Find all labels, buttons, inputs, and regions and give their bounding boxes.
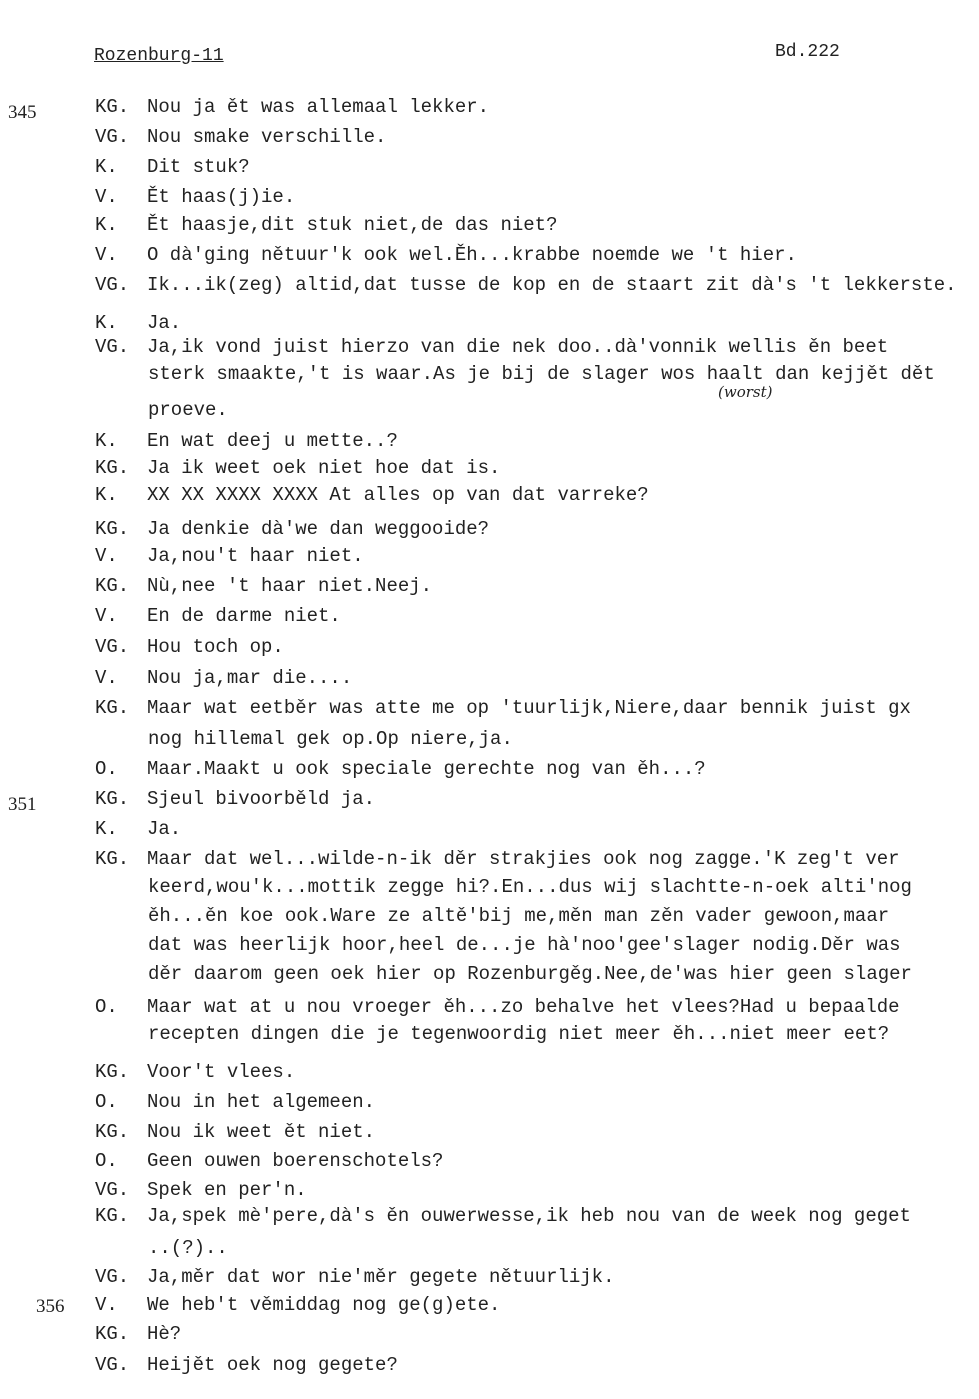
- transcript-line: [95, 457, 500, 479]
- line-text: Ik...ik(zeg) altid,dat tusse de kop en de staart zit dà's 't lekkerste.: [147, 274, 957, 296]
- transcript-line: [95, 667, 352, 689]
- line-text: Ja ik weet oek niet hoe dat is.: [147, 457, 501, 479]
- transcript-line: [148, 876, 912, 898]
- speaker-label: KG.: [95, 575, 130, 597]
- line-number: 351: [8, 794, 37, 815]
- transcript-line: [95, 1179, 307, 1201]
- line-text: sterk smaakte,'t is waar.As je bij de slager wos haalt dan kejjět dět: [148, 363, 935, 385]
- transcript-line: [95, 244, 797, 266]
- line-text: Hou toch op.: [147, 636, 284, 658]
- transcript-line: [95, 1061, 295, 1083]
- transcript-line: [95, 996, 900, 1018]
- transcript-line: [95, 1091, 375, 1113]
- line-text: Nou smake verschille.: [147, 126, 387, 148]
- transcript-line: [95, 697, 911, 719]
- transcript-line: [95, 545, 364, 567]
- transcript-line: [148, 728, 513, 750]
- speaker-label: K.: [95, 214, 118, 236]
- transcript-line: [95, 430, 398, 452]
- line-number: 345: [8, 102, 37, 123]
- line-text: Geen ouwen boerenschotels?: [147, 1150, 444, 1172]
- transcript-line: [95, 214, 557, 236]
- line-text: proeve.: [148, 399, 228, 421]
- line-text: Dit stuk?: [147, 156, 250, 178]
- transcript-line: [95, 1121, 375, 1143]
- document-code: Bd.222: [775, 42, 840, 62]
- speaker-label: V.: [95, 605, 118, 627]
- speaker-label: KG.: [95, 1121, 130, 1143]
- transcript-line: [95, 126, 386, 148]
- line-text: Ja denkie dà'we dan weggooide?: [147, 518, 490, 540]
- line-text: Ja,spek mè'pere,dà's ěn ouwerwesse,ik heb nou van de week nog geget: [147, 1205, 911, 1227]
- transcript-line: [95, 1150, 443, 1172]
- line-text: recepten dingen die je tegenwoordig niet meer ěh...niet meer eet?: [148, 1023, 890, 1045]
- line-text: Ja,ik vond juist hierzo van die nek doo..dà'vonnik wellis ěn beet: [147, 336, 889, 358]
- line-text: Spek en per'n.: [147, 1179, 307, 1201]
- transcript-line: [95, 575, 432, 597]
- speaker-label: KG.: [95, 697, 130, 719]
- speaker-label: VG.: [95, 336, 130, 358]
- line-text: Ja.: [147, 818, 182, 840]
- line-text: Maar.Maakt u ook speciale gerechte nog van ěh...?: [147, 758, 706, 780]
- transcript-line: [95, 758, 706, 780]
- speaker-label: V.: [95, 545, 118, 567]
- speaker-label: KG.: [95, 1323, 130, 1345]
- document-title: Rozenburg-11: [94, 46, 224, 66]
- speaker-label: O.: [95, 758, 118, 780]
- transcript-line: [95, 1354, 398, 1376]
- speaker-label: K.: [95, 430, 118, 452]
- line-text: Nou ja,mar die....: [147, 667, 353, 689]
- line-text: Ja,měr dat wor nie'měr gegete nětuurlijk.: [147, 1266, 615, 1288]
- transcript-line: [148, 363, 935, 385]
- line-text: Maar dat wel...wilde-n-ik děr strakjies ook nog zagge.'K zeg't ver: [147, 848, 900, 870]
- speaker-label: V.: [95, 667, 118, 689]
- speaker-label: VG.: [95, 1179, 130, 1201]
- speaker-label: KG.: [95, 848, 130, 870]
- handwritten-annotation: (worst): [718, 383, 773, 401]
- line-text: Nou ik weet ět niet.: [147, 1121, 376, 1143]
- line-text: O dà'ging nětuur'k ook wel.Ěh...krabbe noemde we 't hier.: [147, 244, 797, 266]
- speaker-label: K.: [95, 818, 118, 840]
- speaker-label: KG.: [95, 1205, 130, 1227]
- line-text: Nù,nee 't haar niet.Neej.: [147, 575, 433, 597]
- line-text: Nou ja ět was allemaal lekker.: [147, 96, 490, 118]
- transcript-line: [95, 848, 900, 870]
- line-text: XX XX XXXX XXXX At alles op van dat varreke?: [147, 484, 649, 506]
- line-text: keerd,wou'k...mottik zegge hi?.En...dus wij slachtte-n-oek alti'nog: [148, 876, 912, 898]
- transcript-line: [95, 1323, 181, 1345]
- speaker-label: VG.: [95, 274, 130, 296]
- transcript-line: [148, 1023, 889, 1045]
- line-text: En de darme niet.: [147, 605, 341, 627]
- transcript-line: [148, 963, 912, 985]
- transcript-line: [95, 636, 284, 658]
- speaker-label: KG.: [95, 457, 130, 479]
- speaker-label: K.: [95, 312, 118, 334]
- line-text: Maar wat at u nou vroeger ěh...zo behalve het vlees?Had u bepaalde: [147, 996, 900, 1018]
- transcript-line: [95, 605, 341, 627]
- transcript-line: [95, 788, 375, 810]
- transcript-line: [148, 399, 228, 421]
- line-text: Voor't vlees.: [147, 1061, 296, 1083]
- line-text: Ja.: [147, 312, 182, 334]
- transcript-line: [95, 518, 489, 540]
- line-text: We heb't věmiddag nog ge(g)ete.: [147, 1294, 501, 1316]
- line-text: Hè?: [147, 1323, 182, 1345]
- transcript-line: [95, 1205, 911, 1227]
- speaker-label: V.: [95, 244, 118, 266]
- speaker-label: O.: [95, 996, 118, 1018]
- speaker-label: KG.: [95, 96, 130, 118]
- line-text: Ja,nou't haar niet.: [147, 545, 364, 567]
- transcript-line: [95, 96, 489, 118]
- transcript-line: [148, 1237, 228, 1259]
- line-text: En wat deej u mette..?: [147, 430, 398, 452]
- speaker-label: VG.: [95, 126, 130, 148]
- line-text: Nou in het algemeen.: [147, 1091, 376, 1113]
- speaker-label: VG.: [95, 1354, 130, 1376]
- line-text: Ět haasje,dit stuk niet,de das niet?: [147, 214, 558, 236]
- speaker-label: O.: [95, 1150, 118, 1172]
- line-text: Ět haas(j)ie.: [147, 186, 296, 208]
- speaker-label: VG.: [95, 636, 130, 658]
- line-text: ěh...ěn koe ook.Ware ze altě'bij me,měn man zěn vader gewoon,maar: [148, 905, 890, 927]
- line-text: Maar wat eetběr was atte me op 'tuurlijk,Niere,daar bennik juist gx: [147, 697, 911, 719]
- transcript-line: [95, 336, 888, 358]
- speaker-label: KG.: [95, 1061, 130, 1083]
- speaker-label: KG.: [95, 518, 130, 540]
- line-text: děr daarom geen oek hier op Rozenburgěg.Nee,de'was hier geen slager: [148, 963, 912, 985]
- transcript-line: [95, 156, 250, 178]
- line-text: Sjeul bivoorběld ja.: [147, 788, 376, 810]
- speaker-label: V.: [95, 1294, 118, 1316]
- speaker-label: K.: [95, 484, 118, 506]
- speaker-label: V.: [95, 186, 118, 208]
- transcript-line: [95, 484, 649, 506]
- transcript-line: [148, 905, 889, 927]
- line-text: ..(?)..: [148, 1237, 228, 1259]
- speaker-label: K.: [95, 156, 118, 178]
- transcript-line: [148, 934, 901, 956]
- line-text: dat was heerlijk hoor,heel de...je hà'noo'gee'slager nodig.Děr was: [148, 934, 901, 956]
- transcript-line: [95, 1266, 614, 1288]
- transcript-line: [95, 1294, 500, 1316]
- speaker-label: KG.: [95, 788, 130, 810]
- line-text: Heijět oek nog gegete?: [147, 1354, 398, 1376]
- speaker-label: VG.: [95, 1266, 130, 1288]
- transcript-line: [95, 274, 957, 296]
- line-number: 356: [36, 1296, 65, 1317]
- line-text: nog hillemal gek op.Op niere,ja.: [148, 728, 513, 750]
- transcript-line: [95, 818, 181, 840]
- transcript-line: [95, 312, 181, 334]
- transcript-line: [95, 186, 295, 208]
- speaker-label: O.: [95, 1091, 118, 1113]
